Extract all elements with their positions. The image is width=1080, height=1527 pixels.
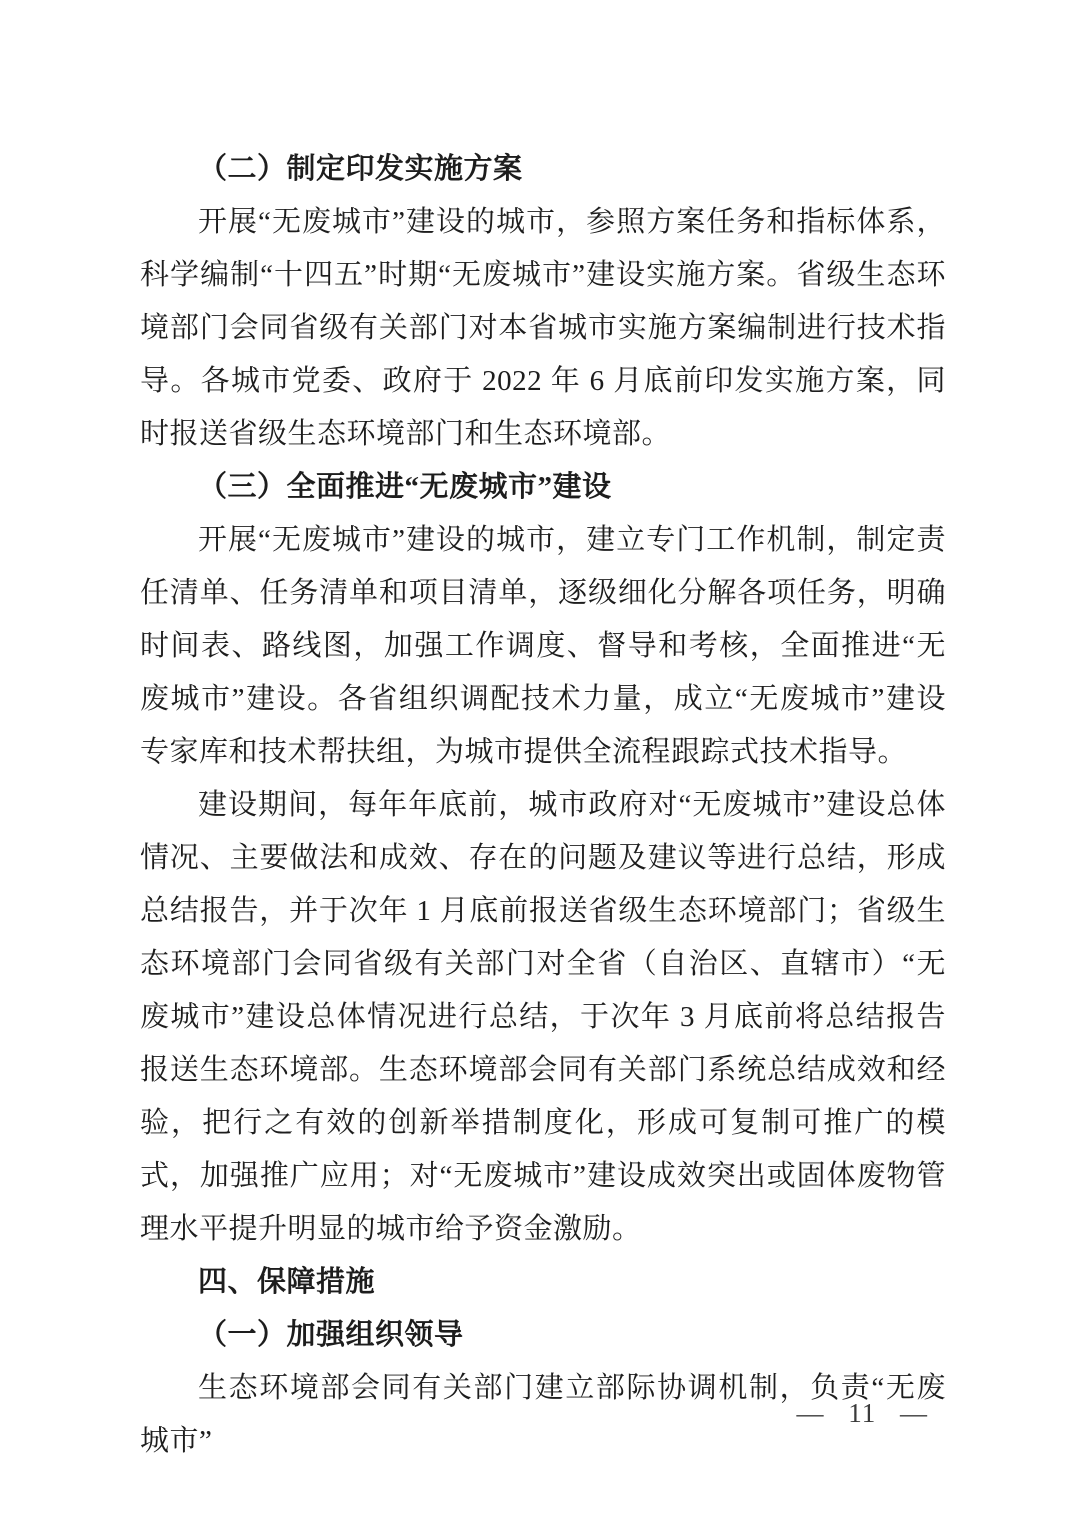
paragraph-implementation-plan: 开展“无废城市”建设的城市，参照方案任务和指标体系，科学编制“十四五”时期“无废城市”建设实施方案。省级生态环境部门会同省级有关部门对本省城市实施方案编制进行技术指导。各城市党委、政府于 2022 年 6 月底前印发实施方案，同时报送省级生态环境部门和生态环境部。 — [140, 206, 946, 450]
chapter-heading-safeguard-measures: 四、保障措施 — [198, 1266, 376, 1298]
page-number-text: — 11 — — [796, 1398, 928, 1428]
document-page — [140, 143, 946, 1468]
section-heading-make-implementation-plan: （二）制定印发实施方案 — [198, 153, 523, 185]
page-number — [797, 1398, 929, 1429]
paragraph-work-mechanism: 开展“无废城市”建设的城市，建立专门工作机制，制定责任清单、任务清单和项目清单，逐级细化分解各项任务，明确时间表、路线图，加强工作调度、督导和考核，全面推进“无废城市”建设。各省组织调配技术力量，成立“无废城市”建设专家库和技术帮扶组，为城市提供全流程跟踪式技术指导。 — [140, 524, 946, 768]
paragraph-coordination-mechanism: 生态环境部会同有关部门建立部际协调机制，负责“无废城市” — [140, 1372, 946, 1457]
section-heading-strengthen-leadership: （一）加强组织领导 — [198, 1319, 464, 1351]
paragraph-annual-summary: 建设期间，每年年底前，城市政府对“无废城市”建设总体情况、主要做法和成效、存在的问题及建议等进行总结，形成总结报告，并于次年 1 月底前报送省级生态环境部门；省级生态环境部门会同省级有关部门对全省（自治区、直辖市）“无废城市”建设总体情况进行总结，于次年 3 月底前将总结报告报送生态环境部。生态环境部会同有关部门系统总结成效和经验，把行之有效的创新举措制度化，形成可复制可推广的模式，加强推广应用；对“无废城市”建设成效突出或固体废物管理水平提升明显的城市给予资金激励。 — [140, 789, 946, 1245]
section-heading-promote-waste-free-city: （三）全面推进“无废城市”建设 — [198, 471, 612, 503]
